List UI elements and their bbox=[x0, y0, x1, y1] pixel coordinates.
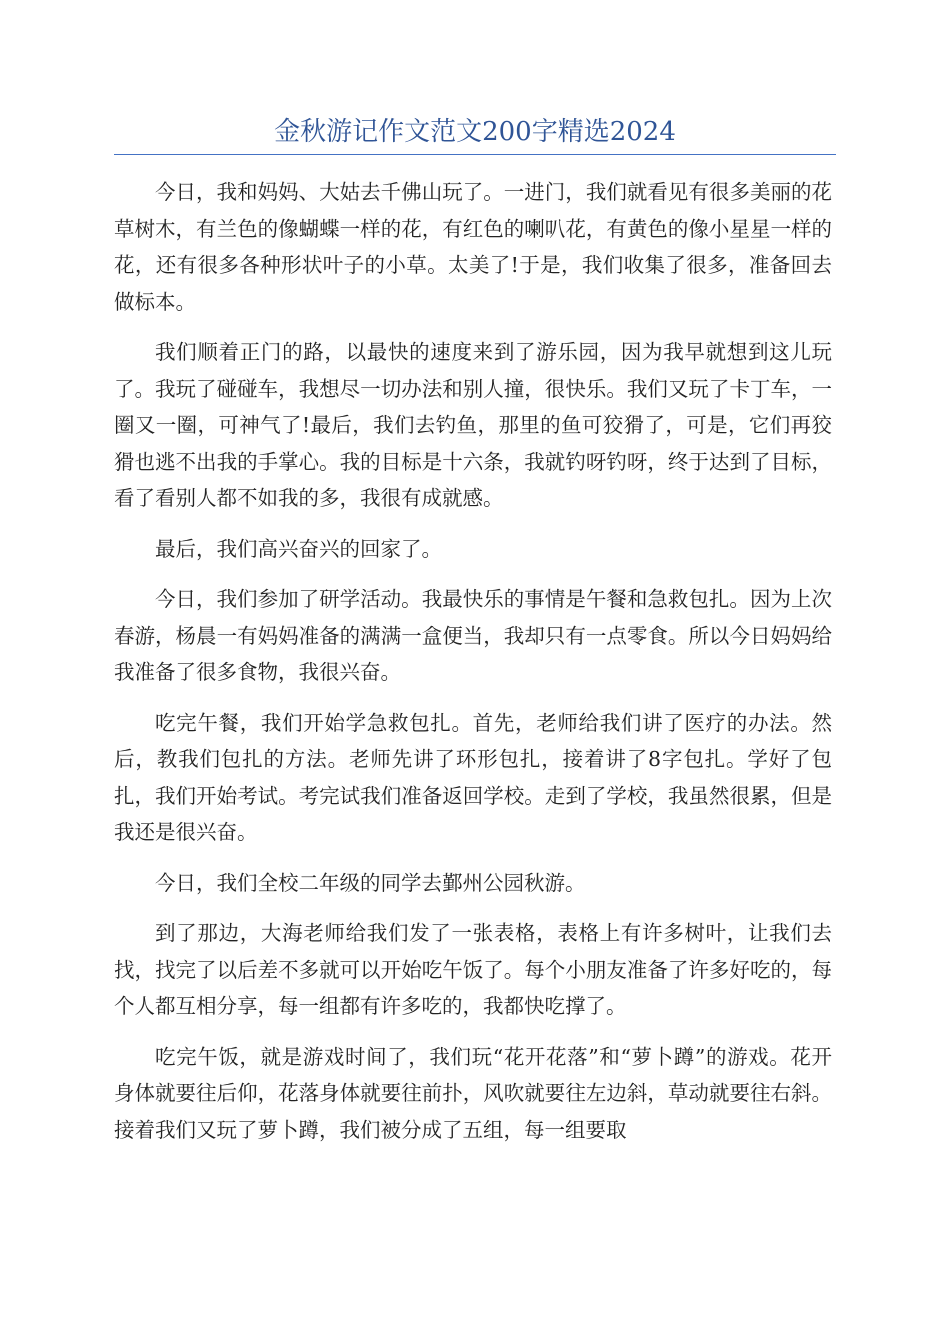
document-body bbox=[114, 174, 832, 1162]
paragraph: 今日，我们参加了研学活动。我最快乐的事情是午餐和急救包扎。因为上次春游，杨晨一有妈妈准备的满满一盒便当，我却只有一点零食。所以今日妈妈给我准备了很多食物，我很兴奋。 bbox=[114, 587, 832, 684]
title-underline bbox=[114, 154, 836, 155]
paragraph: 到了那边，大海老师给我们发了一张表格，表格上有许多树叶，让我们去找，找完了以后差不多就可以开始吃午饭了。每个小朋友准备了许多好吃的，每个人都互相分享，每一组都有许多吃的，我都快吃撑了。 bbox=[114, 921, 832, 1018]
paragraph: 今日，我和妈妈、大姑去千佛山玩了。一进门，我们就看见有很多美丽的花草树木，有兰色的像蝴蝶一样的花，有红色的喇叭花，有黄色的像小星星一样的花，还有很多各种形状叶子的小草。太美了!于是，我们收集了很多，准备回去做标本。 bbox=[114, 180, 832, 314]
paragraph: 吃完午饭，就是游戏时间了，我们玩“花开花落”和“萝卜蹲”的游戏。花开身体就要往后仰，花落身体就要往前扑，风吹就要往左边斜，草动就要往右斜。接着我们又玩了萝卜蹲，我们被分成了五组，每一组要取 bbox=[114, 1044, 832, 1142]
paragraph: 今日，我们全校二年级的同学去鄞州公园秋游。 bbox=[155, 870, 586, 895]
paragraph: 吃完午餐，我们开始学急救包扎。首先，老师给我们讲了医疗的办法。然后，教我们包扎的方法。老师先讲了环形包扎，接着讲了8字包扎。学好了包扎，我们开始考试。考完试我们准备返回学校。走到了学校，我虽然很累，但是我还是很兴奋。 bbox=[114, 710, 832, 844]
paragraph: 我们顺着正门的路，以最快的速度来到了游乐园，因为我早就想到这儿玩了。我玩了碰碰车，我想尽一切办法和别人撞，很快乐。我们又玩了卡丁车，一圈又一圈，可神气了!最后，我们去钓鱼，那里的鱼可狡猾了，可是，它们再狡猾也逃不出我的手掌心。我的目标是十六条，我就钓呀钓呀，终于达到了目标，看了看别人都不如我的多，我很有成就感。 bbox=[114, 340, 832, 510]
document-title: 金秋游记作文范文200字精选2024 bbox=[274, 117, 676, 147]
paragraph: 最后，我们高兴奋兴的回家了。 bbox=[155, 536, 442, 561]
